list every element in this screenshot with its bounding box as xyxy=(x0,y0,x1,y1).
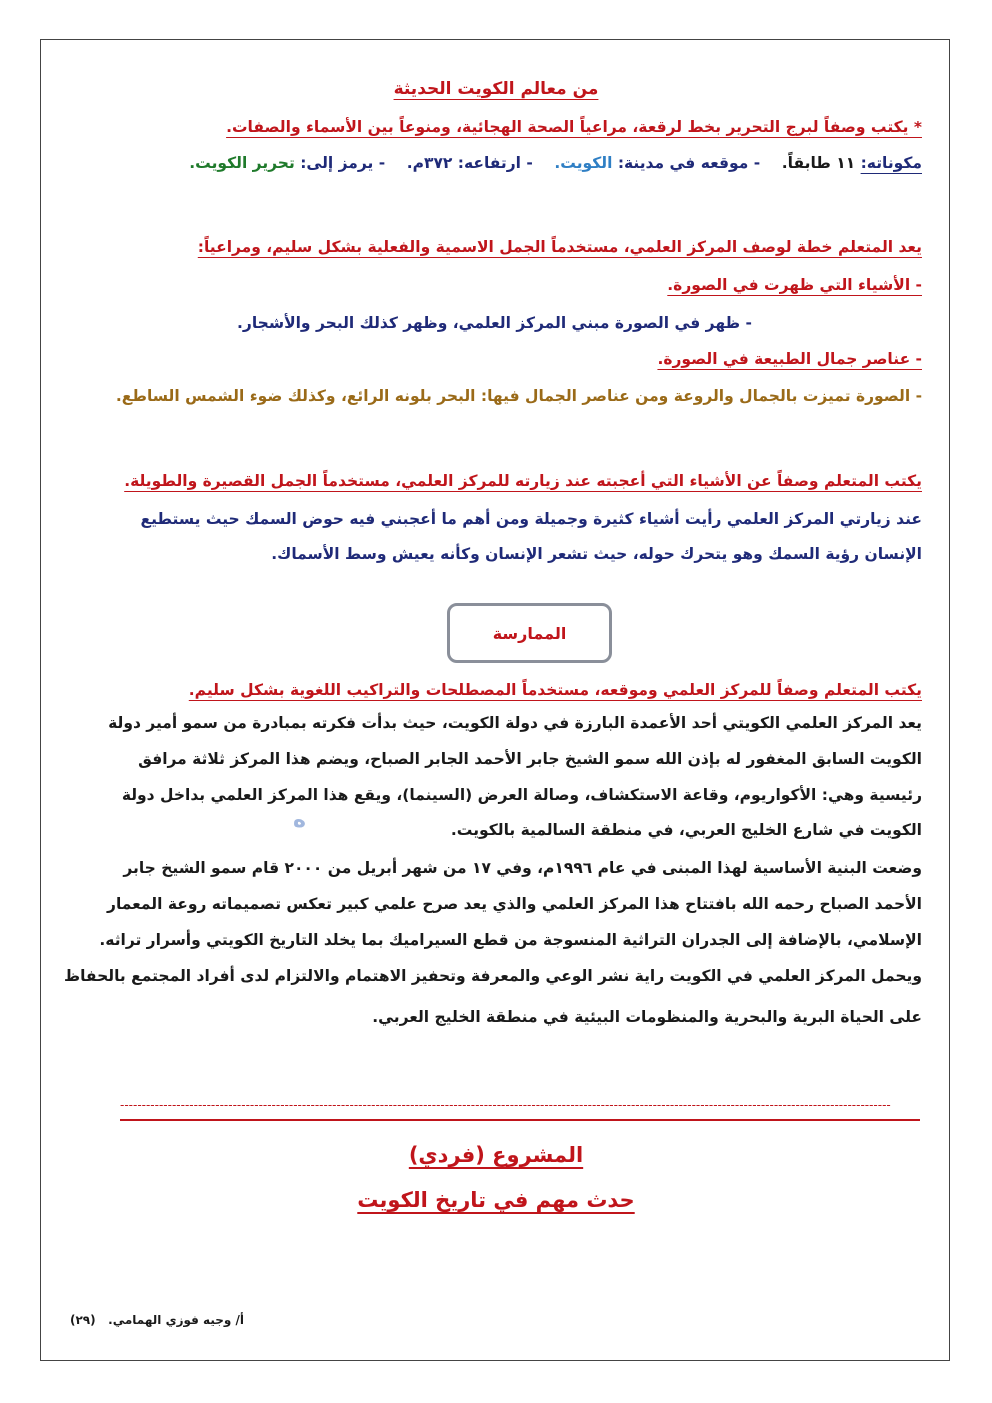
plan-instruction: يعد المتعلم خطة لوصف المركز العلمي، مستخدماً الجمل الاسمية والفعلية بشكل سليم، ومراعياً: xyxy=(197,238,922,256)
practice-line-7: الإسلامي، بالإضافة إلى الجدران التراثية المنسوجة من قطع السيراميك بما يخلد التاريخ الكويتي وأسرار تراثه. xyxy=(99,931,922,949)
components-symbol-label: - يرمز إلى: xyxy=(300,154,386,172)
practice-line-9: على الحياة البرية والبحرية والمنظومات البيئية في منطقة الخليج العربي. xyxy=(372,1008,922,1026)
practice-line-8: ويحمل المركز العلمي في الكويت راية نشر الوعي والمعرفة وتحفيز الاهتمام والالتزام لدى أفراد المجتمع بالحفاظ xyxy=(64,967,922,985)
plan-point2-text: - الصورة تميزت بالجمال والروعة ومن عناصر الجمال فيها: البحر بلونه الرائع، وكذلك ضوء الشمس الساطع. xyxy=(115,387,922,405)
visit-line-1: عند زيارتي المركز العلمي رأيت أشياء كثيرة وجميلة ومن أهم ما أعجبني فيه حوض السمك حيث يستطيع xyxy=(140,510,922,528)
practice-label: الممارسة xyxy=(492,623,567,643)
practice-line-5: وضعت البنية الأساسية لهذا المبنى في عام ١٩٩٦م، وفي ١٧ من شهر أبريل من ٢٠٠٠ قام سمو الشيخ جابر xyxy=(123,859,922,877)
solid-separator xyxy=(120,1119,920,1121)
practice-line-2: الكويت السابق المغفور له بإذن الله سمو الشيخ جابر الأحمد الجابر الصباح، ويضم هذا المركز ثلاثة مرافق xyxy=(138,750,922,768)
practice-line-3: رئيسية وهي: الأكواريوم، وقاعة الاستكشاف، وصالة العرض (السينما)، ويقع هذا المركز العلمي بداخل دولة xyxy=(121,786,922,804)
plan-point2-title: - عناصر جمال الطبيعة في الصورة. xyxy=(657,350,922,368)
practice-box xyxy=(447,603,612,663)
practice-line-1: يعد المركز العلمي الكويتي أحد الأعمدة البارزة في دولة الكويت، حيث بدأت فكرته بمبادرة من سمو أمير دولة xyxy=(108,714,922,732)
components-location-value: الكويت. xyxy=(554,154,613,172)
plan-point1-text: - ظهر في الصورة مبني المركز العلمي، وظهر كذلك البحر والأشجار. xyxy=(237,314,752,332)
page-heading: من معالم الكويت الحديثة xyxy=(393,79,599,99)
visit-instruction: يكتب المتعلم وصفاً عن الأشياء التي أعجبته عند زيارته للمركز العلمي، مستخدماً الجمل القصيرة والطويلة. xyxy=(124,472,922,490)
dashed-separator: ---------------------------------------------------------------------------------------------------------------------------------------------------------------------------------- xyxy=(120,1098,891,1112)
project-title: المشروع (فردي) xyxy=(408,1143,584,1167)
project-subtitle: حدث مهم في تاريخ الكويت xyxy=(357,1188,635,1212)
visit-line-2: الإنسان رؤية السمك وهو يتحرك حوله، حيث تشعر الإنسان وكأنه يعيش وسط الأسماك. xyxy=(271,545,922,563)
components-symbol-value: تحرير الكويت. xyxy=(189,154,295,172)
components-location-label: - موقعه في مدينة: xyxy=(617,154,761,172)
tower-components xyxy=(70,150,922,176)
practice-line-6: الأحمد الصباح رحمه الله بافتتاح هذا المركز العلمي والذي يعد صرح علمي كبير تعكس تصميماته روعة المعمار xyxy=(107,895,922,913)
footer-author: أ/ وجيه فوزي الهمامي. xyxy=(108,1313,244,1327)
practice-instruction: يكتب المتعلم وصفاً للمركز العلمي وموقعه، مستخدماً المصطلحات والتراكيب اللغوية بشكل سليم. xyxy=(188,681,922,699)
footer-page-number: (٢٩) xyxy=(70,1313,96,1327)
task-instruction-tower: * يكتب وصفاً لبرج التحرير بخط لرقعة، مراعياً الصحة الهجائية، ومنوعاً بين الأسماء والصفات. xyxy=(226,118,922,136)
plan-point1-title: - الأشياء التي ظهرت في الصورة. xyxy=(667,276,922,294)
components-floors: ١١ طابقاً. xyxy=(781,154,856,172)
components-height: - ارتفاعه: ٣٧٢م. xyxy=(406,154,533,172)
watermark-glyph: ه xyxy=(293,808,306,833)
page-footer xyxy=(70,1307,992,1333)
components-label: مكوناته: xyxy=(860,154,922,172)
practice-line-4: الكويت في شارع الخليج العربي، في منطقة السالمية بالكويت. xyxy=(450,821,922,839)
